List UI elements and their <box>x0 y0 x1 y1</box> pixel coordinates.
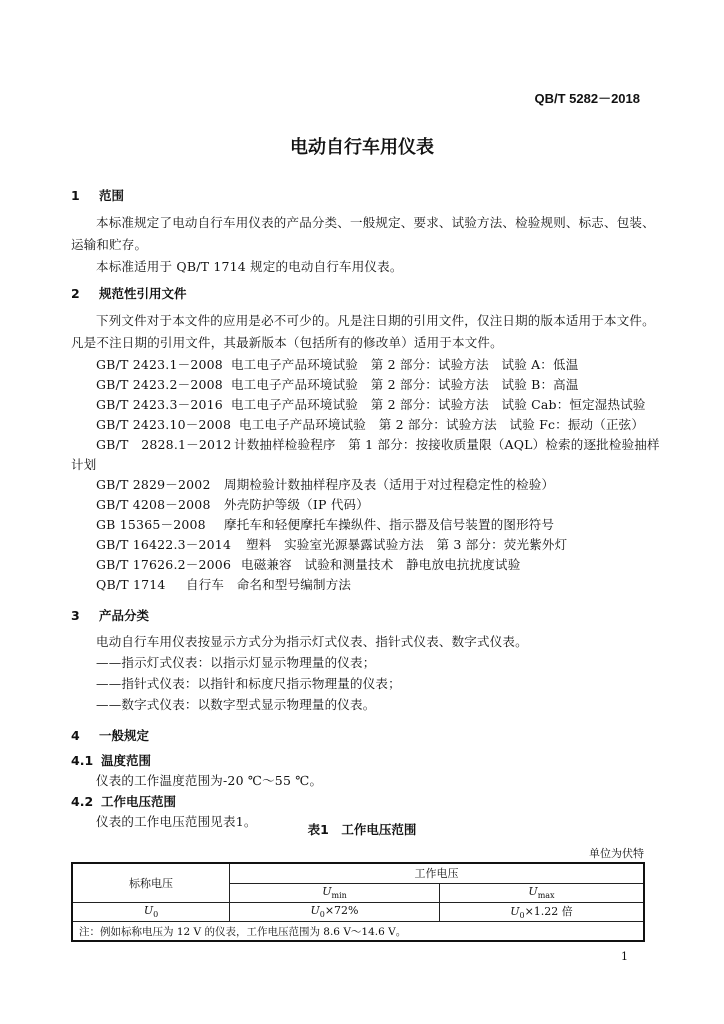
reference-item <box>96 375 579 393</box>
subsection-title: 工作电压范围 <box>101 794 177 809</box>
section-number: 3 <box>71 608 80 623</box>
section-number: 1 <box>71 188 80 203</box>
subsection-4-2-heading <box>71 792 176 810</box>
paragraph: 本标准规定了电动自行车用仪表的产品分类、一般规定、要求、试验方法、检验规则、标志、包装、 <box>96 215 655 230</box>
reference-title: 摩托车和轻便摩托车操纵件、指示器及信号装置的图形符号 <box>224 517 555 532</box>
subscript: 0 <box>519 911 525 921</box>
subscript: 0 <box>153 910 159 920</box>
document-title: 电动自行车用仪表 <box>290 137 434 158</box>
subscript: 0 <box>319 910 325 920</box>
paragraph: 下列文件对于本文件的应用是必不可少的。凡是注日期的引用文件，仅注日期的版本适用于本文件。 <box>96 313 655 328</box>
list-item: ——指示灯式仪表：以指示灯显示物理量的仪表； <box>96 655 376 670</box>
symbol: U <box>322 885 332 899</box>
symbol: U <box>528 885 538 899</box>
reference-code: GB/T 2423.3－2016 <box>96 397 223 412</box>
subsection-number: 4.1 <box>71 753 94 768</box>
section-title: 产品分类 <box>99 608 150 623</box>
subsection-number: 4.2 <box>71 794 94 809</box>
paragraph-continued: 凡是不注日期的引用文件，其最新版本（包括所有的修改单）适用于本文件。 <box>71 335 503 350</box>
list-item: ——数字式仪表：以数字型式显示物理量的仪表。 <box>96 697 376 712</box>
table-cell-umin-value <box>230 903 440 922</box>
table-cell-u0 <box>72 903 230 922</box>
table-header-umax <box>440 883 645 903</box>
subsection-title: 温度范围 <box>101 753 152 768</box>
standard-number: QB/T 5282－2018 <box>534 91 640 106</box>
reference-title: 电工电子产品环境试验 第 2 部分：试验方法 试验 A：低温 <box>231 357 579 372</box>
reference-code: GB/T 2423.2－2008 <box>96 377 223 392</box>
symbol: U <box>310 904 320 918</box>
reference-title: 外壳防护等级（IP 代码） <box>224 497 369 512</box>
reference-code: GB/T 2423.1－2008 <box>96 357 223 372</box>
paragraph: 电动自行车用仪表按显示方式分为指示灯式仪表、指针式仪表、数字式仪表。 <box>96 634 528 649</box>
table-unit: 单位为伏特 <box>589 847 644 860</box>
section-2-heading <box>71 284 187 302</box>
reference-title: 计数抽样检验程序 第 1 部分：按接收质量限（AQL）检索的逐批检验抽样 <box>234 437 660 452</box>
reference-code: GB/T 2828.1－2012 <box>96 437 232 452</box>
table-note: 注：例如标称电压为 12 V 的仪表，工作电压范围为 8.6 V～14.6 V。 <box>72 922 644 942</box>
reference-item <box>96 555 520 573</box>
reference-code: GB 15365－2008 <box>96 517 206 532</box>
reference-item <box>96 435 660 453</box>
reference-code: GB/T 16422.3－2014 <box>96 537 232 552</box>
paragraph: 本标准适用于 QB/T 1714 规定的电动自行车用仪表。 <box>96 259 403 274</box>
section-3-heading <box>71 606 149 624</box>
reference-item <box>96 415 644 433</box>
section-4-heading <box>71 726 149 744</box>
reference-title: 塑料 实验室光源暴露试验方法 第 3 部分：荧光紫外灯 <box>246 537 568 552</box>
paragraph: 仪表的工作电压范围见表1。 <box>96 814 257 829</box>
subscript: min <box>331 891 347 901</box>
reference-item <box>96 355 578 373</box>
section-number: 4 <box>71 728 80 743</box>
reference-item-continued: 计划 <box>71 457 97 472</box>
reference-title: 电磁兼容 试验和测量技术 静电放电抗扰度试验 <box>241 557 521 572</box>
reference-code: GB/T 2829－2002 <box>96 477 211 492</box>
symbol: U <box>143 904 154 918</box>
reference-item <box>96 395 646 413</box>
reference-title: 电工电子产品环境试验 第 2 部分：试验方法 试验 Fc：振动（正弦） <box>239 417 645 432</box>
reference-item <box>96 475 554 493</box>
paragraph-continued: 运输和贮存。 <box>71 237 148 252</box>
value: ×1.22 倍 <box>524 905 573 919</box>
subsection-4-1-heading <box>71 751 151 769</box>
reference-code: GB/T 17626.2－2006 <box>96 557 232 572</box>
voltage-table <box>71 862 645 942</box>
subscript: max <box>537 891 555 901</box>
reference-title: 电工电子产品环境试验 第 2 部分：试验方法 试验 Cab：恒定湿热试验 <box>231 397 646 412</box>
reference-item <box>96 495 369 513</box>
table-row <box>72 903 644 922</box>
list-item: ——指针式仪表：以指针和标度尺指示物理量的仪表； <box>96 676 401 691</box>
table-cell-umax-value <box>440 903 645 922</box>
reference-title: 周期检验计数抽样程序及表（适用于对过程稳定性的检验） <box>224 477 555 492</box>
table-header-umin <box>230 883 440 903</box>
value: ×72% <box>324 904 359 918</box>
section-title: 范围 <box>99 188 125 203</box>
reference-item <box>96 575 351 593</box>
reference-code: GB/T 4208－2008 <box>96 497 211 512</box>
symbol: U <box>510 905 520 919</box>
reference-title: 电工电子产品环境试验 第 2 部分：试验方法 试验 B：高温 <box>231 377 579 392</box>
reference-item <box>96 515 554 533</box>
table-header-nominal-voltage: 标称电压 <box>72 863 230 903</box>
page-number: 1 <box>621 950 628 963</box>
section-number: 2 <box>71 286 80 301</box>
table-caption: 表1 工作电压范围 <box>307 822 417 837</box>
section-1-heading <box>71 186 124 204</box>
reference-code: GB/T 2423.10－2008 <box>96 417 232 432</box>
table-header-working-voltage: 工作电压 <box>230 863 645 883</box>
paragraph: 仪表的工作温度范围为-20 ℃～55 ℃。 <box>96 773 323 788</box>
section-title: 一般规定 <box>99 728 150 743</box>
reference-code: QB/T 1714 <box>96 577 166 592</box>
section-title: 规范性引用文件 <box>99 286 187 301</box>
reference-title: 自行车 命名和型号编制方法 <box>186 577 352 592</box>
reference-item <box>96 535 567 553</box>
